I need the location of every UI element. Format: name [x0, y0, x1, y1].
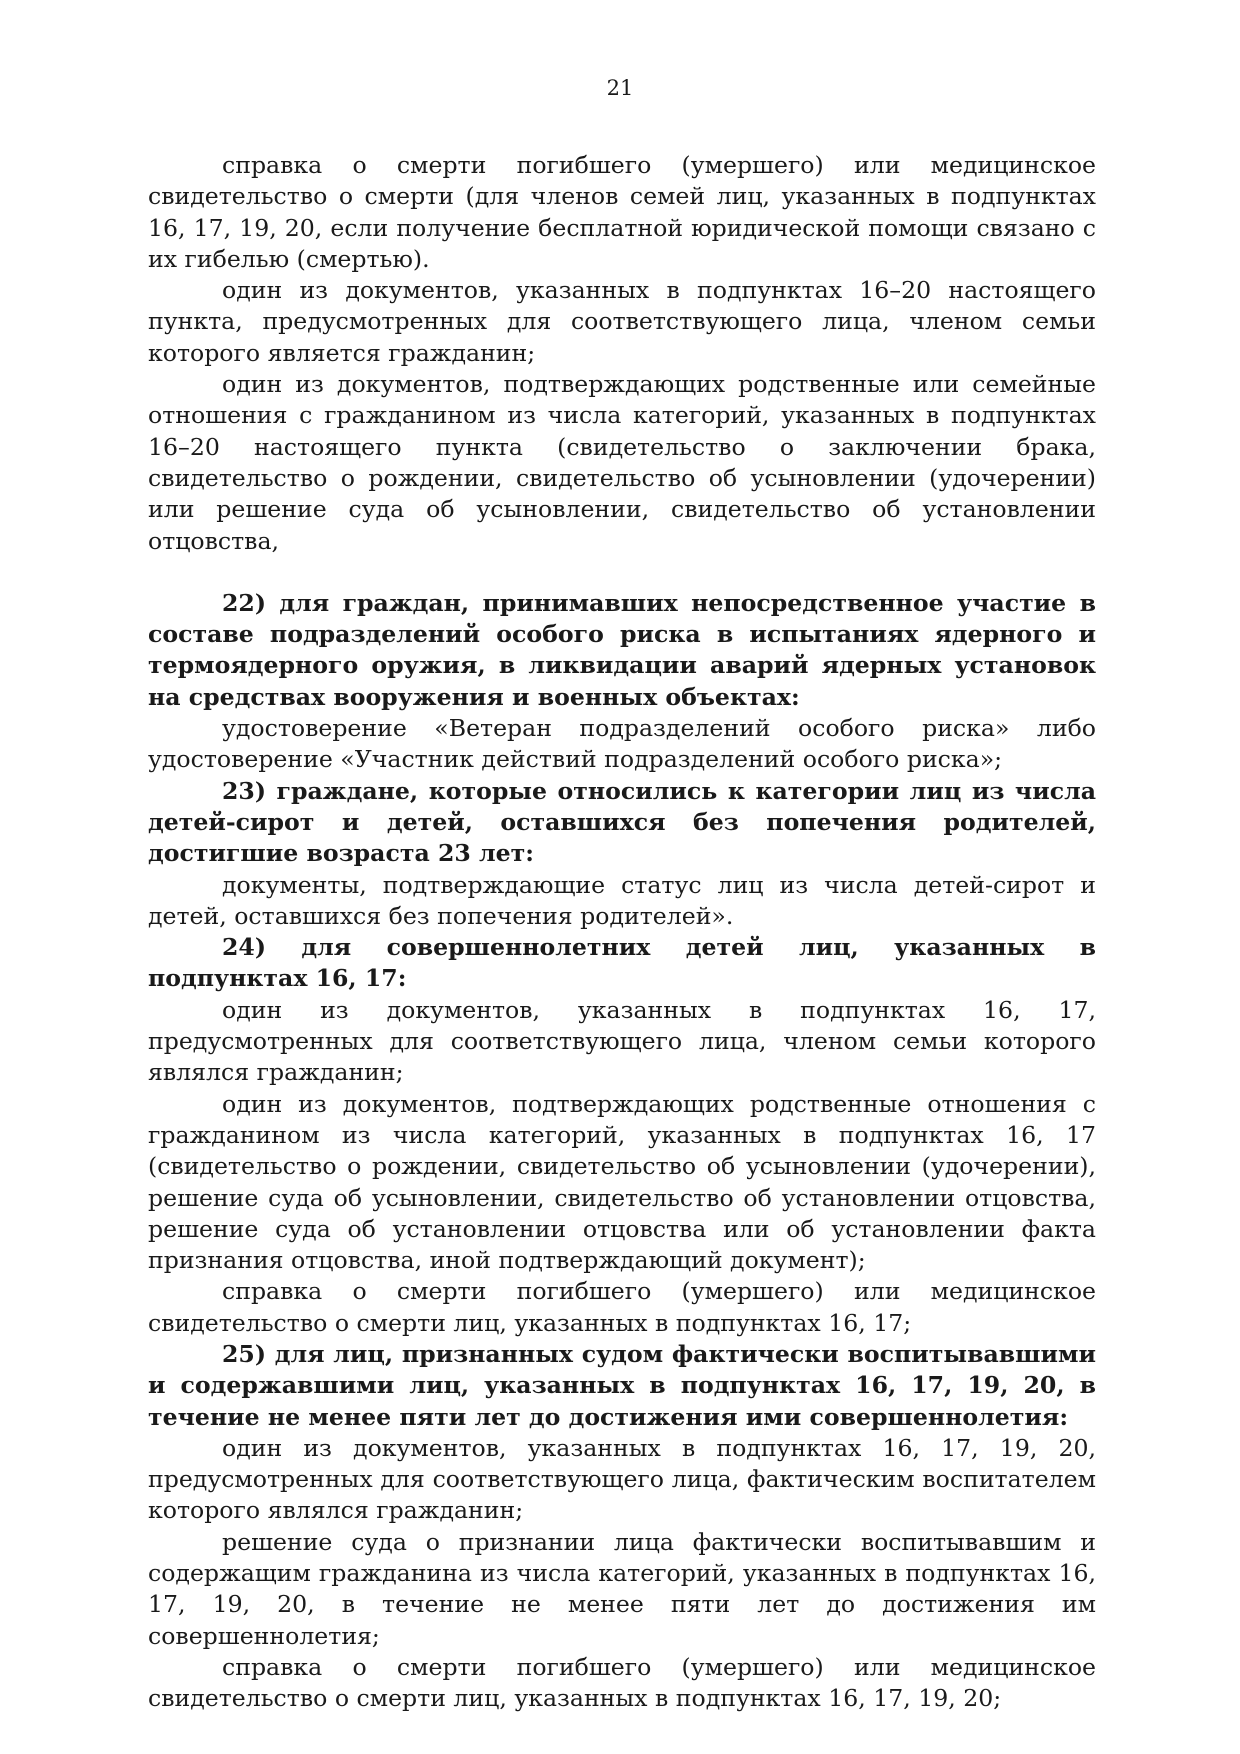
paragraph-orphan-status-documents: документы, подтверждающие статус лиц из числа детей-сирот и детей, оставшихся без попечения родителей». — [148, 870, 1096, 930]
paragraph-one-of-documents-16-17: один из документов, указанных в подпунктах 16, 17, предусмотренных для соответствующего лица, членом семьи которого являлся гражданин; — [148, 995, 1096, 1087]
paragraph-gap — [148, 557, 1096, 588]
paragraph-court-decision: решение суда о признании лица фактически воспитывавшим и содержащим гражданина из числа категорий, указанных в подпунктах 16, 17, 19, 20, в течение не менее пяти лет до достижения им совершеннолетия; — [148, 1527, 1096, 1650]
page-number: 21 — [606, 76, 634, 100]
paragraph-death-certificate-16-20: справка о смерти погибшего (умершего) или медицинское свидетельство о смерти лиц, указанных в подпунктах 16, 17, 19, 20; — [148, 1652, 1096, 1713]
paragraph-special-risk-certificate: удостоверение «Ветеран подразделений особого риска» либо удостоверение «Участник действий подразделений особого риска»; — [148, 714, 1096, 774]
document-body — [148, 150, 1096, 1715]
paragraph-one-of-documents-16-20: один из документов, указанных в подпунктах 16–20 настоящего пункта, предусмотренных для соответствующего лица, членом семьи которого является гражданин; — [148, 276, 1096, 367]
paragraph-death-certificate-16-17: справка о смерти погибшего (умершего) или медицинское свидетельство о смерти лиц, указанных в подпунктах 16, 17; — [148, 1277, 1096, 1337]
paragraph-kinship-documents-16-17: один из документов, подтверждающих родственные отношения с гражданином из числа категорий, указанных в подпунктах 16, 17 (свидетельство о рождении, свидетельство об усыновлении (удочерении), решение суда об усыновлении, свидетельство об установлении отцовства, решение суда об установлении отцовства или об установлении факта признания отцовства, иной подтверждающий документ); — [148, 1089, 1096, 1275]
heading-item-25: 25) для лиц, признанных судом фактически воспитывавшими и содержавшими лиц, указанных в подпунктах 16, 17, 19, 20, в течение не менее пяти лет до достижения ими совершеннолетия: — [148, 1339, 1096, 1431]
heading-item-24: 24) для совершеннолетних детей лиц, указанных в подпунктах 16, 17: — [148, 933, 1096, 993]
heading-item-22: 22) для граждан, принимавших непосредственное участие в составе подразделений особого риска в испытаниях ядерного и термоядерного оружия, в ликвидации аварий ядерных установок на средствах вооружения и военных объектах: — [148, 588, 1096, 711]
paragraph-one-of-documents-guardian: один из документов, указанных в подпунктах 16, 17, 19, 20, предусмотренных для соответствующего лица, фактическим воспитателем которого являлся гражданин; — [148, 1433, 1096, 1525]
paragraph-kinship-documents-16-20: один из документов, подтверждающих родственные или семейные отношения с гражданином из числа категорий, указанных в подпунктах 16–20 настоящего пункта (свидетельство о заключении брака, свидетельство о рождении, свидетельство об усыновлении (удочерении) или решение суда об усыновлении, свидетельство об установлении отцовства, — [148, 370, 1096, 555]
paragraph-death-certificate-family: справка о смерти погибшего (умершего) или медицинское свидетельство о смерти (для членов семей лиц, указанных в подпунктах 16, 17, 19, 20, если получение бесплатной юридической помощи связано с их гибелью (смертью). — [148, 151, 1096, 273]
heading-item-23: 23) граждане, которые относились к категории лиц из числа детей-сирот и детей, оставшихся без попечения родителей, достигшие возраста 23 лет: — [148, 776, 1096, 868]
